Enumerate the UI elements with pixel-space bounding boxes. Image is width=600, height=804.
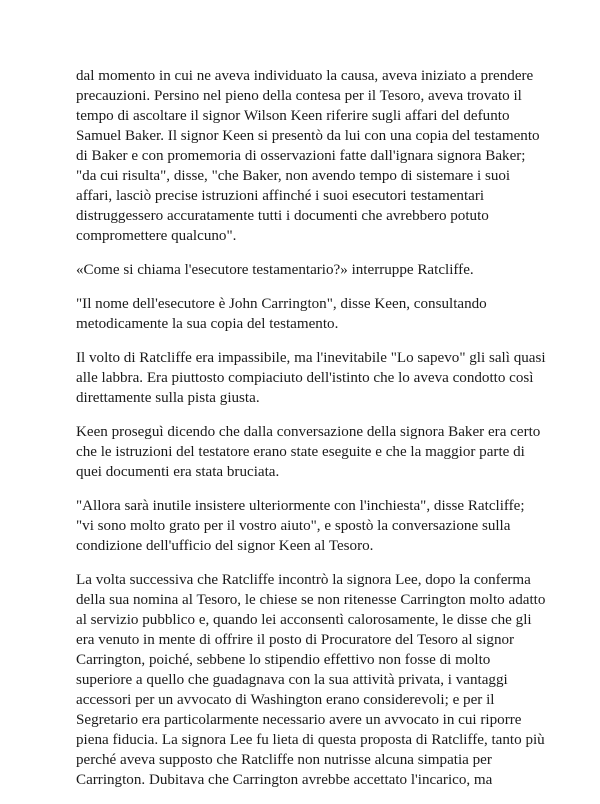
document-page <box>76 66 546 804</box>
paragraph-2: «Come si chiama l'esecutore testamentario?» interruppe Ratcliffe. <box>76 262 474 278</box>
paragraph-5: Keen proseguì dicendo che dalla conversazione della signora Baker era certo che le istruzioni del testatore erano state eseguite e che la maggior parte di quei documenti era stata bruciata. <box>76 424 541 480</box>
paragraph-6: "Allora sarà inutile insistere ulteriormente con l'inchiesta", disse Ratcliffe; "vi sono molto grato per il vostro aiuto", e spostò la conversazione sulla condizione dell'ufficio del signor Keen al Tesoro. <box>76 498 525 554</box>
paragraph-4: Il volto di Ratcliffe era impassibile, ma l'inevitabile "Lo sapevo" gli salì quasi alle labbra. Era piuttosto compiaciuto dell'istinto che lo aveva condotto così direttamente sulla pista giusta. <box>76 350 546 406</box>
paragraph-1: dal momento in cui ne aveva individuato la causa, aveva iniziato a prendere precauzioni. Persino nel pieno della contesa per il Tesoro, aveva trovato il tempo di ascoltare il signor Wilson Keen riferire sugli affari del defunto Samuel Baker. Il signor Keen si presentò da lui con una copia del testamento di Baker e con promemoria di osservazioni fatte dall'ignara signora Baker; "da cui risulta", disse, "che Baker, non avendo tempo di sistemare i suoi affari, lasciò precise istruzioni affinché i suoi esecutori testamentari distruggessero accuratamente tutti i documenti che avrebbero potuto compromettere qualcuno". <box>76 68 540 244</box>
paragraph-3: "Il nome dell'esecutore è John Carrington", disse Keen, consultando metodicamente la sua copia del testamento. <box>76 296 487 332</box>
paragraph-7: La volta successiva che Ratcliffe incontrò la signora Lee, dopo la conferma della sua nomina al Tesoro, le chiese se non ritenesse Carrington molto adatto al servizio pubblico e, quando lei acconsentì calorosamente, le disse che gli era venuto in mente di offrire il posto di Procuratore del Tesoro al signor Carrington, poiché, sebbene lo stipendio effettivo non fosse di molto superiore a quello che guadagnava con la sua attività privata, i vantaggi accessori per un avvocato di Washington erano considerevoli; e per il Segretario era particolarmente necessario avere un avvocato in cui riporre piena fiducia. La signora Lee fu lieta di questa proposta di Ratcliffe, tanto più perché aveva supposto che Ratcliffe non nutrisse alcuna simpatia per Carrington. Dubitava che Carrington avrebbe accettato l'incarico, ma <box>76 572 546 788</box>
